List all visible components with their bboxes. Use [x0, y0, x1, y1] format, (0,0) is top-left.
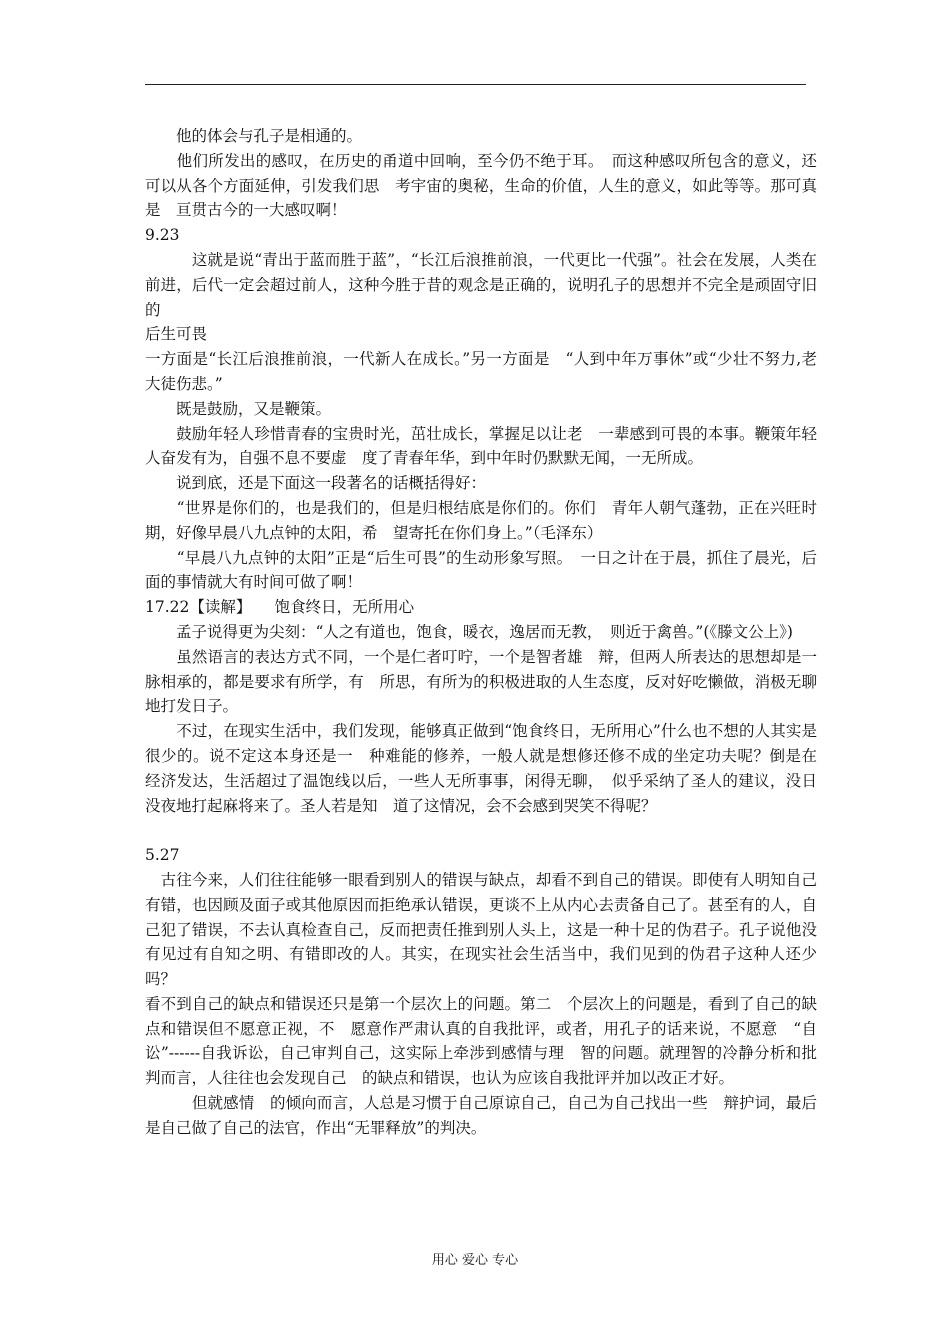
- paragraph: 孟子说得更为尖刻：“人之有道也，饱食，暖衣，逸居而无教， 则近于禽兽。”(《滕文公上》): [145, 622, 793, 641]
- paragraph: 不过，在现实生活中，我们发现，能够真正做到“饱食终日，无所用心”什么也不想的人其实是很少的。说不定这本身还是一 种难能的修养，一般人就是想修还修不成的坐定功夫呢？倒是在 经济发达，生活超过了温饱线以后，一些人无所事事，闲得无聊， 似乎采纳了圣人的建议，没日没夜地打起麻将来了。圣人若是知 道了这情况，会不会感到哭笑不得呢？: [145, 722, 833, 815]
- paragraph: 但就感情 的倾向而言，人总是习惯于自己原谅自己，自己为自己找出一些 辩护词，最后是自己做了自己的法官，作出“无罪释放”的判决。: [145, 1094, 817, 1137]
- paragraph: 既是鼓励，又是鞭策。: [145, 399, 332, 418]
- paragraph: 这就是说“青出于蓝而胜于蓝”，“长江后浪推前浪，一代更比一代强”。社会在发展，人类在前进，后代一定会超过前人，这种今胜于昔的观念是正确的，说明孔子的思想并不完全是顽固守旧的: [145, 250, 817, 319]
- section-number: 5.27: [145, 846, 180, 865]
- paragraph: 他们所发出的感叹，在历史的甬道中回响，至今仍不绝于耳。 而这种感叹所包含的意义，还可以从各个方面延伸，引发我们思 考宇宙的奥秘，生命的价值，人生的意义，如此等等。那可真是 亘贯古今的一大感叹啊！: [145, 151, 817, 220]
- blank-line: [145, 818, 817, 843]
- paragraph: 虽然语言的表达方式不同，一个是仁者叮咛，一个是智者雄 辩，但两人所表达的思想却是一脉相承的，都是要求有所学，有 所思，有所为的积极进取的人生态度，反对好吃懒做，消极无聊 地打发日子。: [145, 647, 833, 716]
- section-heading: 后生可畏: [145, 325, 208, 344]
- header-rule: [145, 84, 806, 85]
- quote-paragraph: “世界是你们的，也是我们的，但是归根结底是你们的。你们 青年人朝气蓬勃，正在兴旺时期，好像早晨八九点钟的太阳，希 望寄托在你们身上。”（毛泽东）: [145, 498, 817, 542]
- paragraph: “早晨八九点钟的太阳”正是“后生可畏”的生动形象写照。 一日之计在于晨，抓住了晨光，后面的事情就大有时间可做了啊！: [145, 548, 817, 592]
- paragraph: 鼓励年轻人珍惜青春的宝贵时光，茁壮成长，掌握足以让老 一辈感到可畏的本事。鞭策年轻人奋发有为，自强不息不要虚 度了青春年华，到中年时仍默默无闻，一无所成。: [145, 424, 817, 468]
- document-body: [145, 124, 833, 1141]
- section-heading: 17.22【读解】 饱食终日，无所用心: [145, 598, 415, 617]
- paragraph: 一方面是“长江后浪推前浪，一代新人在成长。”另一方面是 “人到中年万事休”或“少壮不努力,老大徒伤悲。”: [145, 350, 817, 393]
- paragraph: 说到底，还是下面这一段著名的话概括得好：: [145, 474, 487, 493]
- section-number: 9.23: [145, 226, 180, 245]
- paragraph: 古往今来，人们往往能够一眼看到别人的错误与缺点，却看不到自己的错误。即使有人明知自己有错，也因顾及面子或其他原因而拒绝承认错误，更谈不上从内心去责备自己了。甚至有的人，自己犯了错误，不去认真检查自己，反而把责任推到别人头上，这是一种十足的伪君子。孔子说他没有见过有自知之明、有错即改的人。其实，在现实社会生活当中，我们见到的伪君子这种人还少吗？: [145, 870, 817, 989]
- page-footer: 用心 爱心 专心: [431, 1253, 519, 1268]
- paragraph: 他的体会与孔子是相通的。: [145, 127, 363, 145]
- paragraph: 看不到自己的缺点和错误还只是第一个层次上的问题。第二 个层次上的问题是，看到了自己的缺点和错误但不愿意正视，不 愿意作严肃认真的自我批评，或者，用孔子的话来说，不愿意 “自讼”------自我诉讼，自己审判自己，这实际上牵涉到感情与理 智的问题。就理智的冷静分析和批判而言，人往往也会发现自己 的缺点和错误，也认为应该自我批评并加以改正才好。: [145, 994, 817, 1088]
